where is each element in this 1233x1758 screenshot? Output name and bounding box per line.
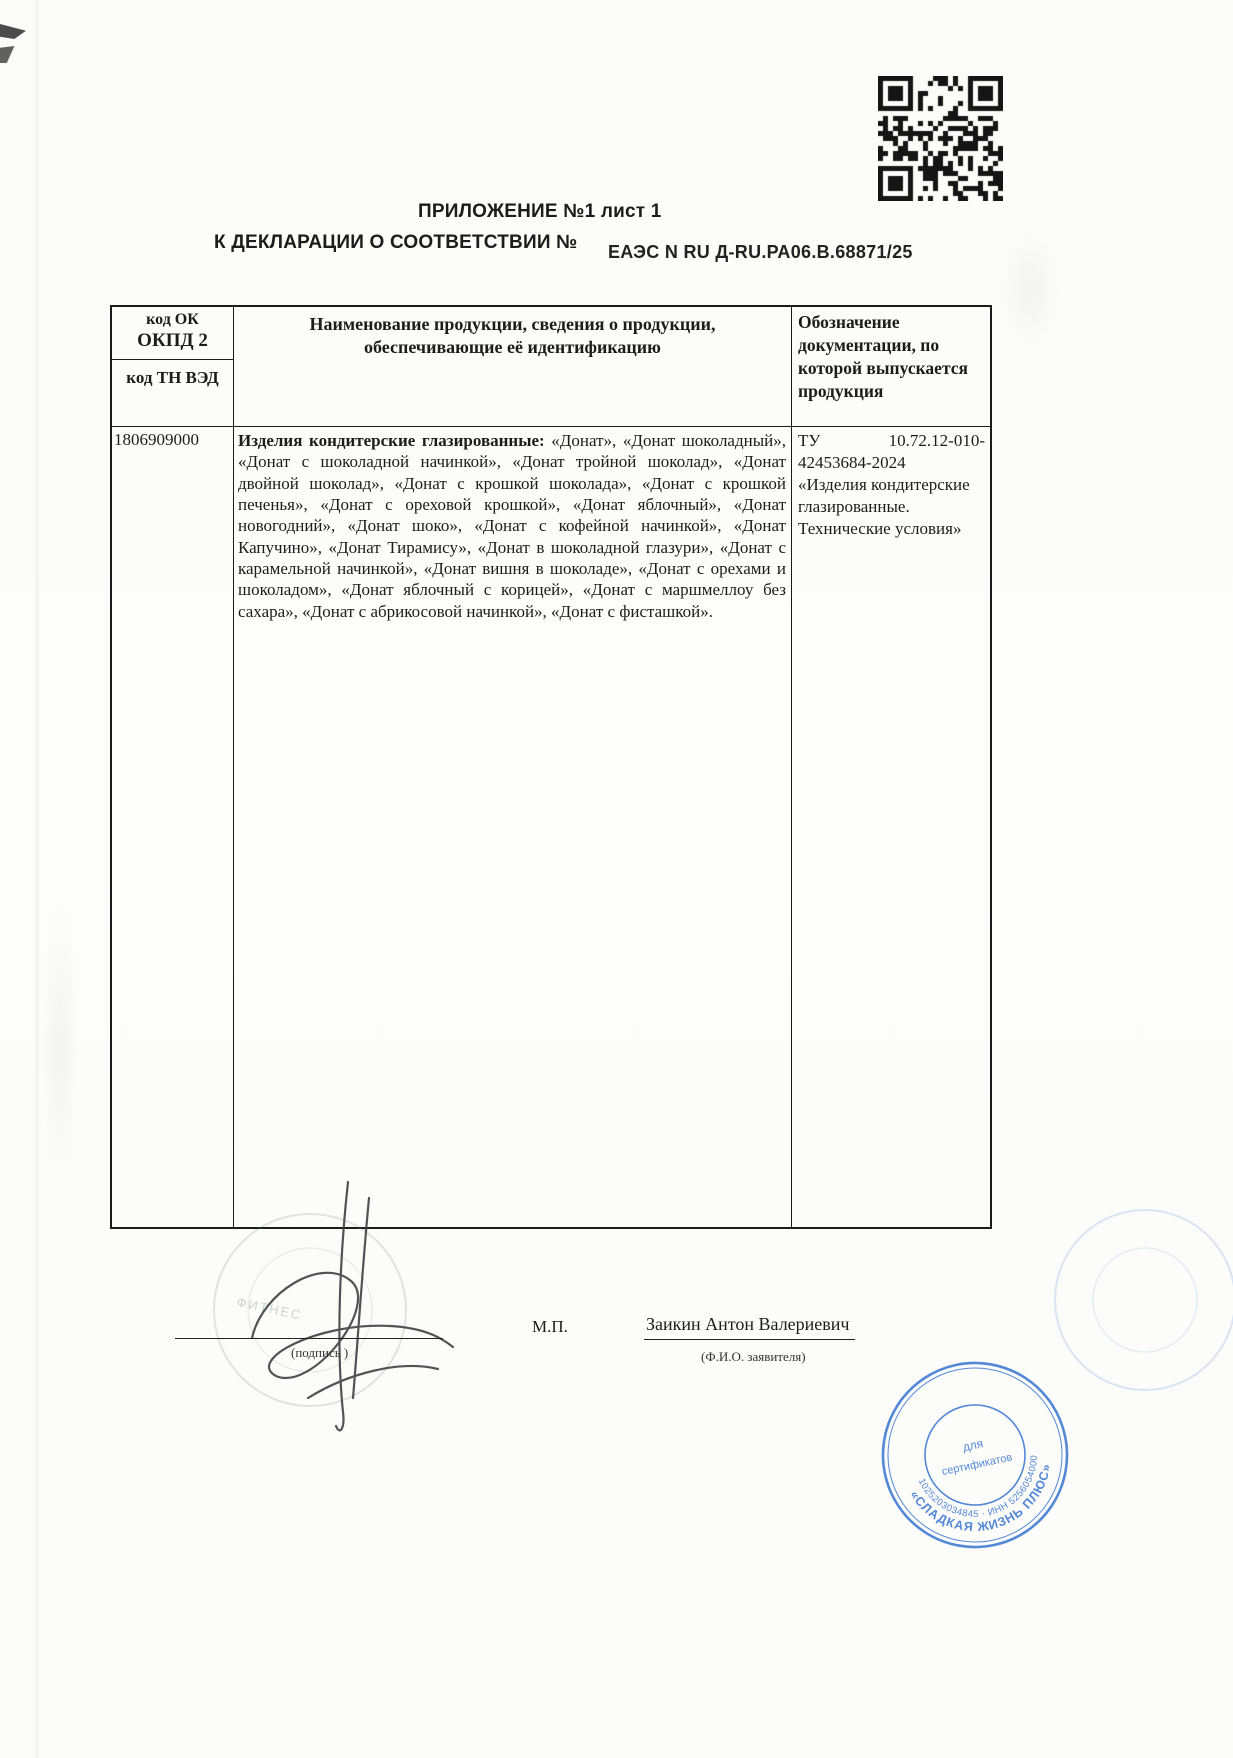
- doc-number-part2: 42453684-2024: [798, 453, 906, 473]
- header-code-ok: код ОК: [146, 311, 199, 328]
- scan-edge-mark: [0, 46, 17, 63]
- signature-area: [190, 1160, 480, 1460]
- signature-line: [175, 1338, 443, 1339]
- doc-title: «Изделия кондитерские глазированные. Технические условия»: [798, 475, 970, 539]
- applicant-caption: (Ф.И.О. заявителя): [701, 1349, 806, 1364]
- stamp-company-name: «СЛАДКАЯ ЖИЗНЬ ПЛЮС»: [907, 1462, 1054, 1535]
- stamp-ring-digits: 1025203034845 · ИНН 5256054000: [915, 1454, 1041, 1521]
- stamp-main: [866, 1346, 1084, 1564]
- header-doc-column: Обозначение документации, по которой выпускается продукция: [792, 307, 990, 427]
- company-stamp: [845, 1205, 1233, 1585]
- qr-code: [878, 76, 1003, 201]
- doc-tu: ТУ: [798, 431, 821, 450]
- cell-code: [112, 427, 234, 1227]
- scan-smudge: [1000, 230, 1060, 350]
- cell-product: [234, 427, 792, 1227]
- header-product-column: Наименование продукции, сведения о продукции, обеспечивающие её идентификацию: [234, 307, 792, 427]
- stamp-center-line1: для: [961, 1436, 985, 1455]
- declaration-number: ЕАЭС N RU Д-RU.РА06.В.68871/25: [608, 242, 913, 262]
- stamp-ghost-impression: [1055, 1210, 1233, 1390]
- header-tnved: код ТН ВЭД: [126, 368, 219, 387]
- doc-number-part1: 10.72.12-010-: [888, 431, 985, 450]
- seal-place-label: М.П.: [532, 1317, 568, 1336]
- applicant-stamp-text: ФИТНЕС: [235, 1294, 304, 1323]
- scan-fold-line: [34, 0, 40, 1758]
- applicant-name: Заикин Антон Валериевич: [644, 1314, 855, 1340]
- appendix-title: ПРИЛОЖЕНИЕ №1 лист 1: [418, 201, 662, 222]
- tnved-code: 1806909000: [114, 430, 199, 449]
- cell-doc: [792, 427, 990, 1227]
- applicant-stamp: [214, 1214, 406, 1406]
- declaration-title: К ДЕКЛАРАЦИИ О СООТВЕТСТВИИ №: [214, 232, 578, 253]
- product-list: «Донат», «Донат шоколадный», «Донат с шоколадной начинкой», «Донат тройной шоколад», «Донат двойной шоколад», «Донат с крошкой шоколада», «Донат с крошкой печенья», «Донат с ореховой крошкой», «Донат яблочный», «Донат новогодний», «Донат шоко», «Донат с кофейной начинкой», «Донат Капучино», «Донат Тирамису», «Донат в шоколадной глазури», «Донат с карамельной начинкой», «Донат вишня в шоколаде», «Донат с орехами и шоколадом», «Донат яблочный с корицей», «Донат с маршмеллоу без сахара», «Донат с абрикосовой начинкой», «Донат с фисташкой».: [238, 431, 786, 621]
- scan-smudge: [40, 900, 80, 1200]
- signature-caption: (подпись ): [291, 1345, 349, 1360]
- doc-line1: [798, 430, 985, 452]
- scan-edge-mark: [0, 24, 26, 39]
- header-code-column: [112, 307, 234, 427]
- product-lead: Изделия кондитерские глазированные:: [238, 431, 545, 450]
- header-okpd2: ОКПД 2: [137, 330, 208, 351]
- stamp-center-line2: сертификатов: [940, 1451, 1014, 1479]
- product-table: [110, 305, 992, 1229]
